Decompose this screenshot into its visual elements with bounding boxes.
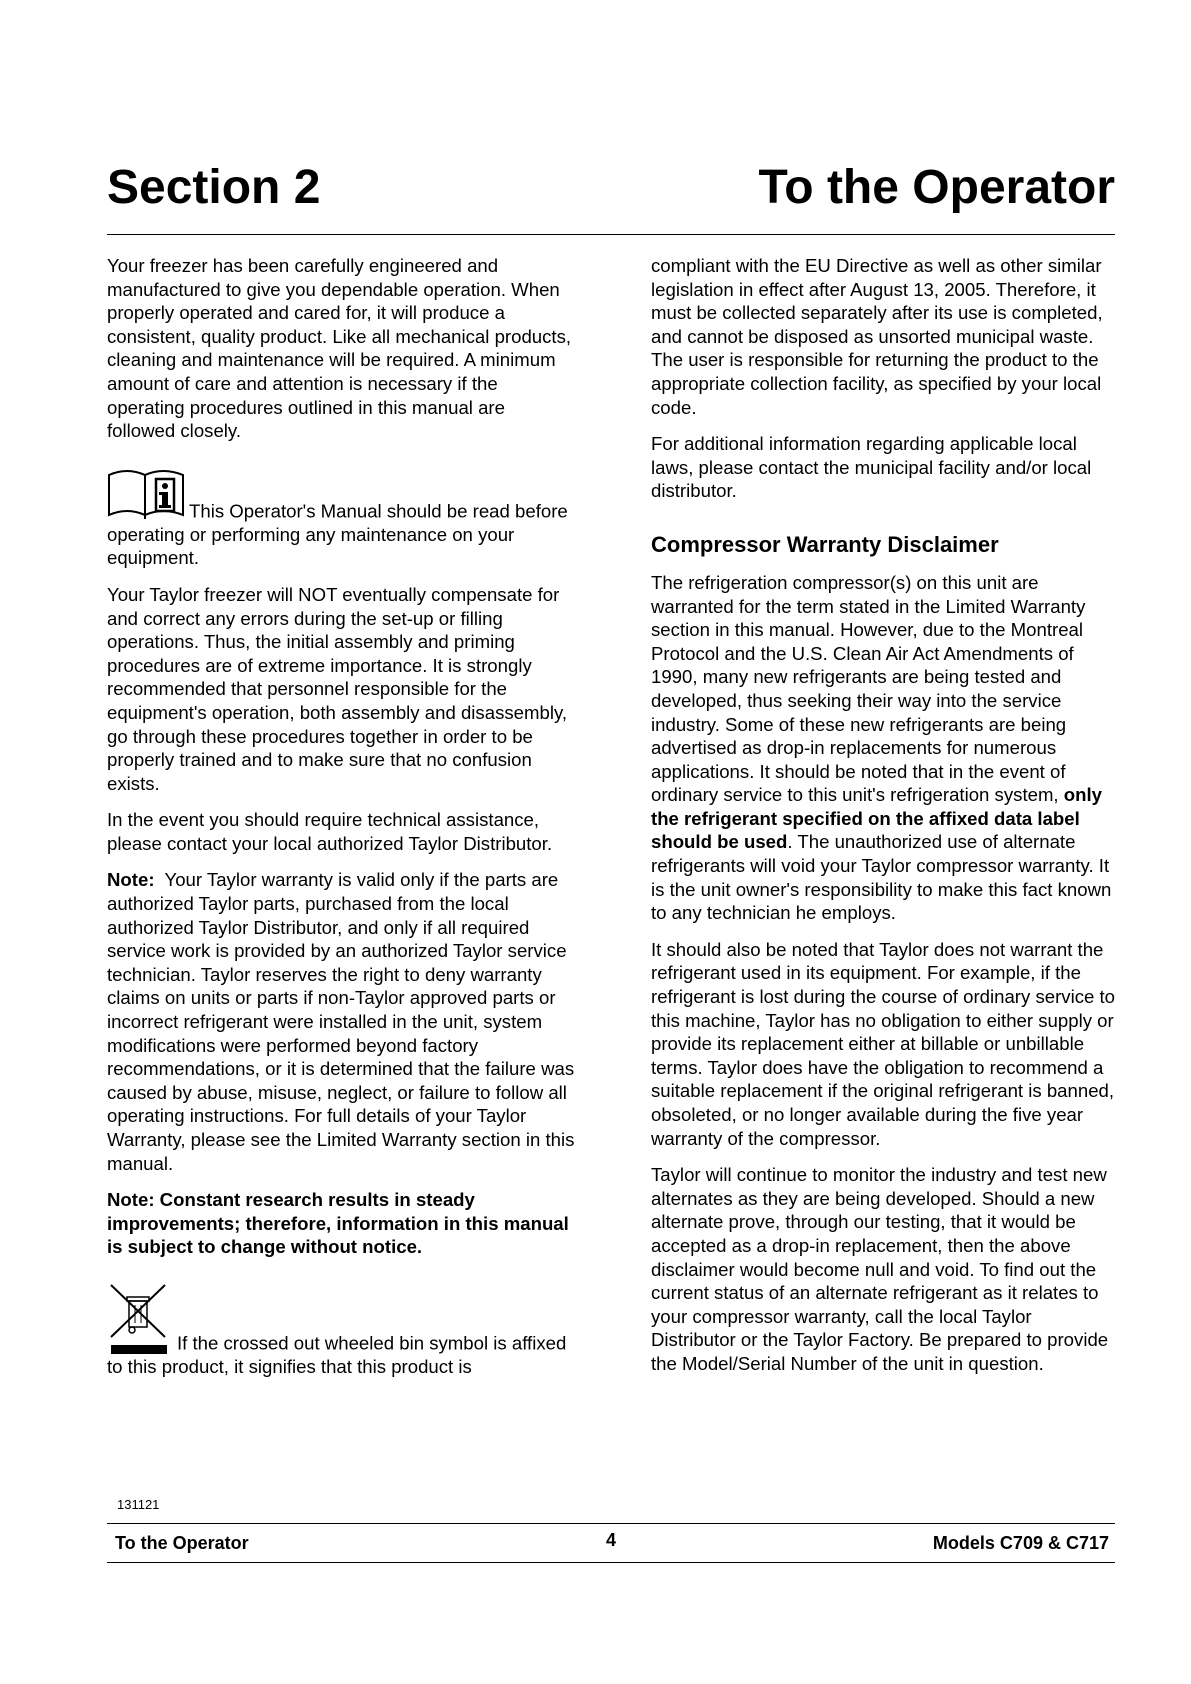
assembly-paragraph: Your Taylor freezer will NOT eventually compensate for and correct any errors during the set-up or filling operations. Thus, the initial assembly and priming procedures are of extreme importance. It is strongly recommended that personnel responsible for the equipment's operation, both assembly and disassembly, go through these procedures together in order to be properly trained and to make sure that no confusion exists. — [107, 583, 568, 794]
intro-paragraph: Your freezer has been carefully engineered and manufactured to give you dependable operation. When properly operated and cared for, it will produce a consistent, quality product. Like all mechanical products, cleaning and maintenance will be required. A minimum amount of care and attention is necessary if the operating procedures outlined in this manual are followed closely. — [107, 255, 572, 442]
page-title: To the Operator — [758, 161, 1115, 214]
note-label: Note: — [107, 869, 155, 891]
warranty-note-text: Your Taylor warranty is valid only if the parts are authorized Taylor parts, purchased from the local authorized Taylor Distributor, and only if all required service work is provided by an authorized Taylor service technician. Taylor reserves the right to deny warranty claims on units or parts if non-Taylor approved parts or incorrect refrigerant were installed in the unit, system modifications were performed beyond factory recommendations, or it is determined that the failure was caused by abuse, misuse, neglect, or failure to follow all operating instructions. For full details of your Taylor Warranty, please see the Limited Warranty section in this manual. — [107, 869, 575, 1174]
section-title: Section 2 — [107, 161, 321, 214]
refrigerant-warrant-paragraph: It should also be noted that Taylor does not warrant the refrigerant used in its equipment. For example, if the refrigerant is lost during the course of ordinary service to this machine, Taylor has no obligation to either supply or provide its replacement either at billable or unbillable terms. Taylor does have the obligation to recommend a suitable replacement if the original refrigerant is banned, obsoleted, or no longer available during the five year warranty of the compressor. — [651, 938, 1116, 1149]
page-footer — [107, 1523, 1115, 1563]
left-column — [107, 254, 575, 1392]
page-header — [107, 150, 1115, 235]
local-laws-paragraph: For additional information regarding applicable local laws, please contact the municipal facility and/or local distributor. — [651, 433, 1092, 502]
weee-notice — [107, 1281, 575, 1379]
manual-notice-text: This Operator's Manual should be read before operating or performing any maintenance on your equipment. — [107, 500, 568, 569]
read-manual-icon — [107, 465, 187, 523]
right-column — [651, 254, 1119, 1389]
crossed-out-wheeled-bin-icon — [107, 1281, 171, 1355]
footer-section-name: To the Operator — [115, 1533, 249, 1553]
manual-notice — [107, 465, 575, 570]
compressor-text-b: . The unauthorized use of alternate refrigerants will void your Taylor compressor warranty. It is the unit owner's responsibility to make this fact known to any technician he employs. — [651, 831, 1112, 924]
compressor-text-a: The refrigeration compressor(s) on this unit are warranted for the term stated in the Limited Warranty section in this manual. However, due to the Montreal Protocol and the U.S. Clean Air Act Amendments of 1990, many new refrigerants are being tested and developed, thus seeking their way into the service industry. Some of these new refrigerants are being advertised as drop-in replacements for numerous applications. It should be noted that in the event of ordinary service to this unit's refrigeration system, — [651, 571, 1086, 806]
refrigerant-emphasis: only the refrigerant specified on the affixed data label should be used — [651, 784, 1103, 853]
assistance-paragraph: In the event you should require technical assistance, please contact your local authorized Taylor Distributor. — [107, 809, 553, 854]
weee-continued-paragraph: compliant with the EU Directive as well as other similar legislation in effect after August 13, 2005. Therefore, it must be collected separately after its use is completed, and cannot be disposed as unsorted municipal waste. The user is responsible for returning the product to the appropriate collection facility, as specified by your local code. — [651, 255, 1103, 418]
monitor-industry-paragraph: Taylor will continue to monitor the industry and test new alternates as they are being developed. Should a new alternate prove, through our testing, that it would be accepted as a drop-in replacement, then the above disclaimer would become null and void. To find out the current status of an alternate refrigerant as it relates to your compressor warranty, call the local Taylor Distributor or the Taylor Factory. Be prepared to provide the Model/Serial Number of the unit in question. — [651, 1164, 1109, 1374]
change-notice: Note: Constant research results in steady improvements; therefore, information in this manual is subject to change without notice. — [107, 1189, 569, 1258]
compressor-disclaimer-heading: Compressor Warranty Disclaimer — [651, 531, 999, 557]
compressor-warranty-paragraph — [651, 571, 1119, 925]
document-code: 131121 — [117, 1497, 160, 1512]
warranty-note — [107, 868, 575, 1175]
weee-notice-text: If the crossed out wheeled bin symbol is affixed to this product, it signifies that this product is — [107, 1332, 567, 1377]
page-number: 4 — [605, 1530, 617, 1550]
footer-models: Models C709 & C717 — [932, 1533, 1109, 1553]
